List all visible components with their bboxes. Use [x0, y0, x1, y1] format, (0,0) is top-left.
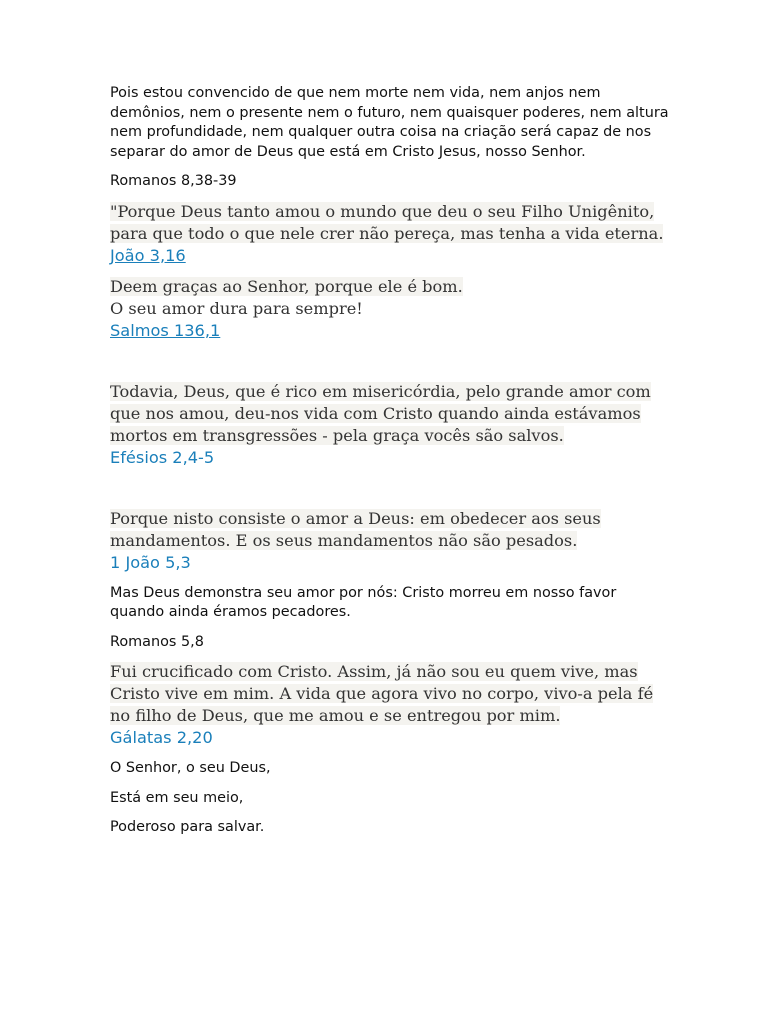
document-page — [110, 84, 670, 838]
passage-sofonias-line2: Está em seu meio, — [110, 789, 244, 806]
passage-galatas-text — [110, 661, 670, 727]
passage-efesios-text — [110, 381, 670, 447]
passage-1joao-text — [110, 508, 670, 552]
ref-link-joao-3-16[interactable]: João 3,16 — [110, 245, 186, 265]
passage-galatas-text-span: Fui crucificado com Cristo. Assim, já não sou eu quem vive, mas Cristo vive em mim. A vida que agora vivo no corpo, vivo-a pela fé no filho de Deus, que me amou e se entregou por mim. — [110, 662, 654, 725]
passage-salmos-line1-span: Deem graças ao Senhor, porque ele é bom. — [110, 276, 463, 296]
passage-sofonias-line3: Poderoso para salvar. — [110, 819, 265, 835]
passage-1joao-text-span: Porque nisto consiste o amor a Deus: em obedecer aos seus mandamentos. E os seus mandamentos não são pesados. — [110, 508, 601, 550]
passage-salmos-line1 — [110, 276, 670, 298]
passage-romanos-5-ref: Romanos 5,8 — [110, 633, 204, 650]
passage-romanos-8-text: Pois estou convencido de que nem morte nem vida, nem anjos nem demônios, nem o presente nem o futuro, nem quaisquer poderes, nem altura nem profundidade, nem qualquer outra coisa na criação será capaz de nos separar do amor de Deus que está em Cristo Jesus, nosso Senhor. — [110, 85, 669, 160]
ref-efesios-2-4-5: Efésios 2,4-5 — [110, 447, 215, 467]
ref-1joao-5-3: 1 João 5,3 — [110, 552, 191, 572]
passage-sofonias-line1: O Senhor, o seu Deus, — [110, 760, 271, 776]
passage-joao-3-text — [110, 201, 670, 245]
ref-link-salmos-136-1[interactable]: Salmos 136,1 — [110, 320, 221, 340]
passage-romanos-8-ref: Romanos 8,38-39 — [110, 173, 237, 189]
passage-joao-3-text-span: "Porque Deus tanto amou o mundo que deu o seu Filho Unigênito, para que todo o que nele crer não pereça, mas tenha a vida eterna. — [110, 201, 664, 243]
ref-galatas-2-20: Gálatas 2,20 — [110, 728, 213, 747]
passage-salmos-line2: O seu amor dura para sempre! — [110, 298, 363, 318]
passage-romanos-5-text: Mas Deus demonstra seu amor por nós: Cristo morreu em nosso favor quando ainda éramos pecadores. — [110, 584, 617, 620]
passage-efesios-text-span: Todavia, Deus, que é rico em misericórdia, pelo grande amor com que nos amou, deu-nos vida com Cristo quando ainda estávamos mortos em transgressões - pela graça vocês são salvos. — [110, 381, 651, 445]
